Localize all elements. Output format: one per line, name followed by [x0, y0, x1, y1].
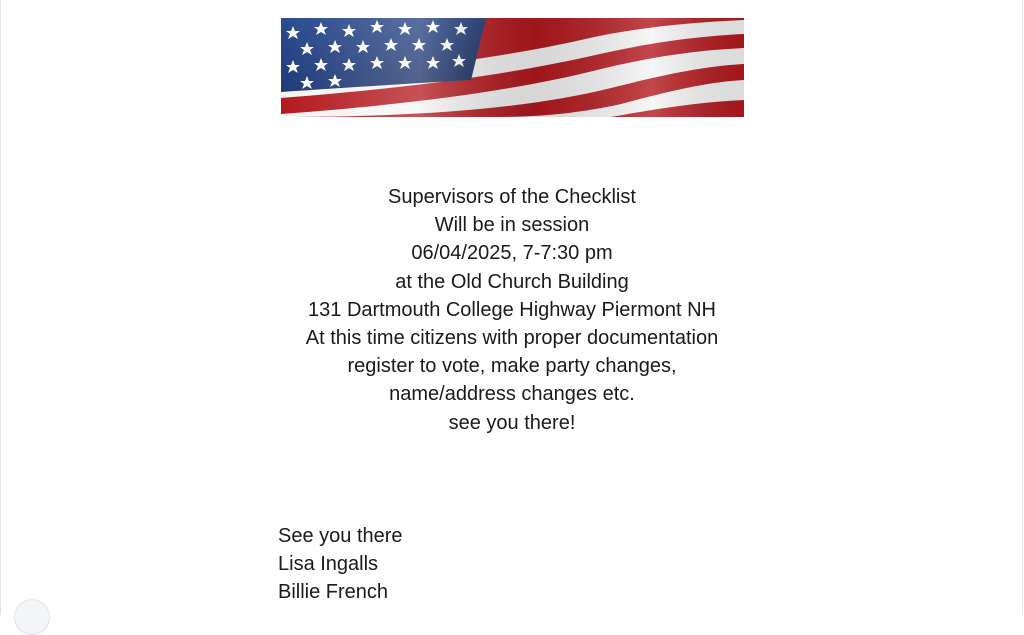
signer-name: Billie French	[278, 581, 389, 603]
notice-date-time: 06/04/2025, 7-7:30 pm	[411, 242, 613, 265]
notice-body-line: register to vote, make party changes,	[347, 355, 677, 378]
signoff-block	[278, 522, 403, 606]
session-notice	[262, 183, 762, 437]
signer-name: Lisa Ingalls	[278, 553, 379, 575]
notice-closing: see you there!	[448, 411, 576, 434]
notice-body-line: At this time citizens with proper documentation	[305, 327, 719, 350]
notice-heading: Supervisors of the Checklist	[388, 186, 636, 208]
floating-action-button[interactable]	[14, 599, 50, 635]
page-left-edge	[0, 0, 1, 615]
american-flag-icon	[281, 18, 744, 117]
notice-body-line: name/address changes etc.	[389, 383, 635, 406]
notice-venue: at the Old Church Building	[395, 270, 629, 293]
signoff-greeting: See you there	[278, 525, 403, 547]
notice-address: 131 Dartmouth College Highway Piermont NH	[308, 298, 716, 321]
notice-session-line: Will be in session	[434, 214, 590, 237]
page-right-edge	[1022, 0, 1023, 615]
